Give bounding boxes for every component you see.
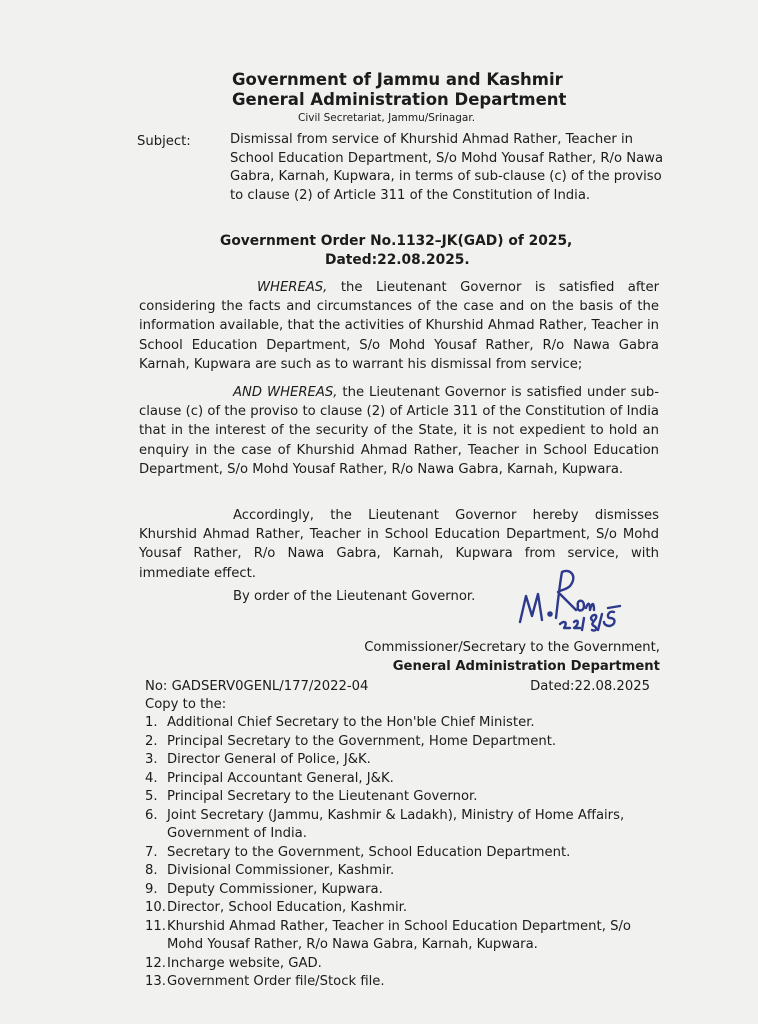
- and-whereas-lead: AND WHEREAS,: [233, 385, 338, 400]
- list-item-text: Joint Secretary (Jammu, Kashmir & Ladakh), Ministry of Home Affairs, Government of India.: [167, 807, 625, 841]
- paragraph-whereas: [139, 278, 659, 374]
- list-item-number: 2.: [145, 733, 158, 749]
- order-date: Dated:22.08.2025.: [325, 252, 470, 268]
- header-government: Government of Jammu and Kashmir: [232, 70, 563, 89]
- list-item: [145, 881, 665, 900]
- subject-text: Dismissal from service of Khurshid Ahmad Rather, Teacher in School Education Department, S/o Mohd Yousaf Rather, R/o Nawa Gabra, Karnah, Kupwara, in terms of sub-clause (c) of the proviso to clause (2) of Article 311 of the Constitution of India.: [230, 132, 664, 203]
- list-item: [145, 973, 665, 992]
- list-item: [145, 714, 665, 733]
- order-number: Government Order No.1132–JK(GAD) of 2025,: [220, 233, 573, 249]
- signatory-department: General Administration Department: [392, 659, 660, 674]
- list-item-text: Principal Secretary to the Government, Home Department.: [167, 733, 557, 749]
- list-item-text: Divisional Commissioner, Kashmir.: [167, 863, 395, 878]
- list-item: [145, 733, 665, 752]
- whereas-lead: WHEREAS,: [257, 280, 328, 295]
- subject-label: Subject:: [137, 134, 191, 149]
- list-item-number: 7.: [145, 844, 158, 860]
- list-item-number: 10.: [145, 900, 166, 915]
- list-item: [145, 899, 665, 918]
- list-item: [145, 844, 665, 863]
- by-order-line: By order of the Lieutenant Governor.: [233, 589, 476, 604]
- list-item-text: Principal Accountant General, J&K.: [167, 770, 394, 786]
- paragraph-and-whereas: [139, 383, 659, 479]
- header-address: Civil Secretariat, Jammu/Srinagar.: [298, 112, 476, 124]
- list-item-number: 12.: [145, 955, 166, 971]
- list-item: [145, 807, 665, 844]
- list-item-text: Incharge website, GAD.: [167, 955, 322, 971]
- list-item: [145, 770, 665, 789]
- list-item-text: Principal Secretary to the Lieutenant Governor.: [167, 789, 478, 804]
- list-item: [145, 862, 665, 881]
- header-department: General Administration Department: [232, 90, 567, 109]
- reference-date: Dated:22.08.2025: [530, 679, 650, 694]
- list-item-number: 1.: [145, 715, 158, 730]
- list-item: [145, 918, 665, 955]
- list-item: [145, 751, 665, 770]
- and-whereas-body: the Lieutenant Governor is satisfied under sub-clause (c) of the proviso to clause (2) of Article 311 of the Constitution of India that in the interest of the security of the State, it is not expedient to hold an enquiry in the case of Khurshid Ahmad Rather, Teacher in School Education Department, S/o Mohd Yousaf Rather, R/o Nawa Gabra, Karnah, Kupwara.: [139, 385, 659, 477]
- list-item-text: Deputy Commissioner, Kupwara.: [167, 881, 383, 897]
- handwritten-signature: [498, 560, 648, 640]
- list-item: [145, 788, 665, 807]
- list-item-number: 8.: [145, 863, 158, 878]
- paragraph-accordingly: Accordingly, the Lieutenant Governor hereby dismisses Khurshid Ahmad Rather, Teacher in School Education Department, S/o Mohd Yousaf Rather, R/o Nawa Gabra, Karnah, Kupwara from service, with immediate effect.: [139, 508, 659, 581]
- copy-to-list: [145, 714, 665, 992]
- list-item-number: 9.: [145, 881, 158, 897]
- list-item-number: 5.: [145, 789, 158, 804]
- list-item-text: Secretary to the Government, School Education Department.: [167, 844, 571, 860]
- list-item-number: 13.: [145, 974, 166, 989]
- list-item-number: 6.: [145, 807, 158, 823]
- list-item-text: Director General of Police, J&K.: [167, 752, 371, 767]
- list-item-text: Director, School Education, Kashmir.: [167, 900, 408, 915]
- signatory-designation: Commissioner/Secretary to the Government,: [364, 640, 660, 655]
- list-item-number: 11.: [145, 918, 166, 934]
- whereas-body: the Lieutenant Governor is satisfied after considering the facts and circumstances of the case and on the basis of the information available, that the activities of Khurshid Ahmad Rather, Teacher in School Education Department, S/o Mohd Yousaf Rather, R/o Nawa Gabra Karnah, Kupwara are such as to warrant his dismissal from service;: [139, 280, 659, 372]
- list-item-text: Additional Chief Secretary to the Hon'ble Chief Minister.: [167, 715, 535, 730]
- list-item-number: 4.: [145, 770, 158, 786]
- list-item-text: Khurshid Ahmad Rather, Teacher in School Education Department, S/o Mohd Yousaf Rather, R/o Nawa Gabra, Karnah, Kupwara.: [167, 918, 631, 952]
- reference-number: No: GADSERV0GENL/177/2022-04: [145, 679, 369, 694]
- copy-to-label: Copy to the:: [145, 697, 227, 712]
- list-item-text: Government Order file/Stock file.: [167, 974, 385, 989]
- list-item: [145, 955, 665, 974]
- list-item-number: 3.: [145, 752, 158, 767]
